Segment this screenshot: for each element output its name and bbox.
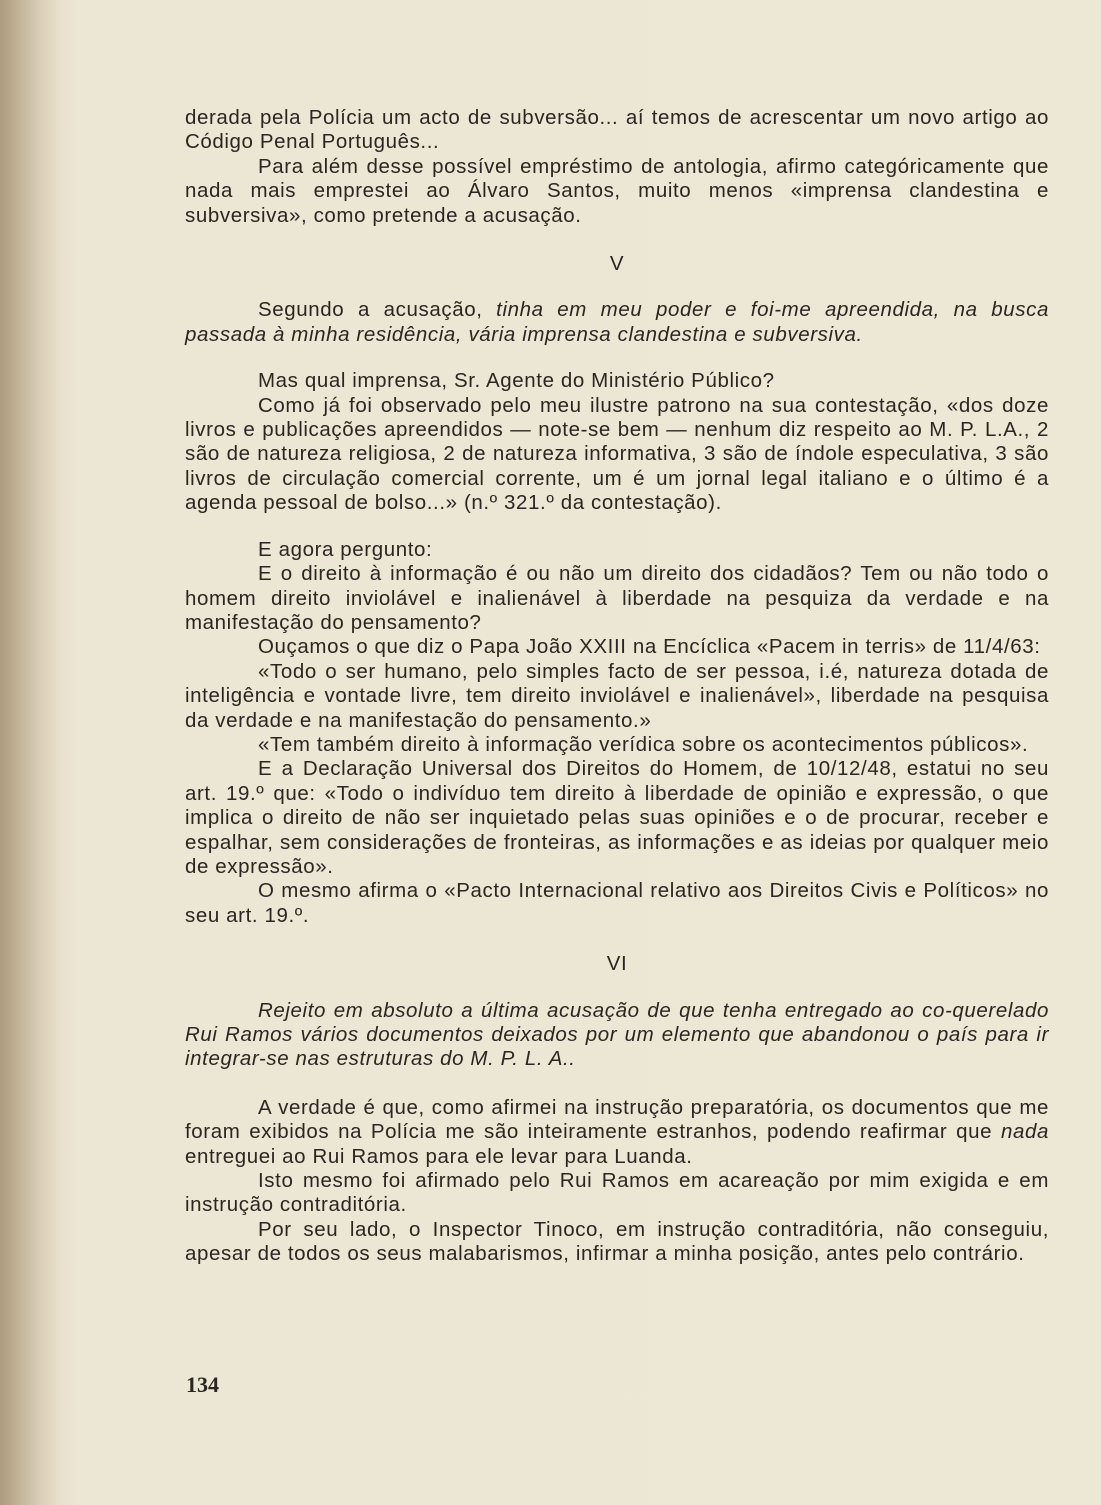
paragraph: Por seu lado, o Inspector Tinoco, em instrução contraditória, não conseguiu, apesar de todos os seus malabarismos, infirmar a minha posição, antes pelo contrário.	[185, 1217, 1049, 1266]
paragraph: Ouçamos o que diz o Papa João XXIII na Encíclica «Pacem in terris» de 11/4/63:	[258, 635, 1041, 659]
page-number: 134	[186, 1372, 219, 1397]
section-heading-vi: VI	[606, 952, 628, 976]
paragraph: E a Declaração Universal dos Direitos do Homem, de 10/12/48, estatui no seu art. 19.º que: «Todo o indivíduo tem direito à liberdade de opinião e expressão, o que implica o direito de não ser inquietado pelas suas opiniões e o de procurar, receber e espalhar, sem considerações de fronteiras, as informações e as ideias por qualquer meio de expressão».	[185, 757, 1049, 878]
paragraph: E agora pergunto:	[258, 537, 433, 561]
paragraph-text: entreguei ao Rui Ramos para ele levar para Luanda.	[185, 1144, 693, 1168]
paragraph: Como já foi observado pelo meu ilustre patrono na sua contestação, «dos doze livros e publicações apreendidos — note-se bem — nenhum diz respeito ao M. P. L.A., 2 são de natureza religiosa, 2 de natureza informativa, 3 são de índole especulativa, 3 são livros de circulação comercial corrente, um é um jornal legal italiano e o último é a agenda pessoal de bolso...» (n.º 321.º da contestação).	[185, 393, 1049, 515]
quote-paragraph: «Tem também direito à informação verídica sobre os acontecimentos públicos».	[258, 732, 1029, 756]
paragraph: Para além desse possível empréstimo de antologia, afirmo categóricamente que nada mais emprestei ao Álvaro Santos, muito menos «imprensa clandestina e subversiva», como pretende a acusação.	[185, 154, 1049, 227]
paragraph: E o direito à informação é ou não um direito dos cidadãos? Tem ou não todo o homem direito inviolável e inalienável à liberdade na pesquiza da verdade e na manifestação do pensamento?	[185, 562, 1049, 634]
paragraph-text: A verdade é que, como afirmei na instrução preparatória, os documentos que me foram exibidos na Polícia me são inteiramente estranhos, podendo reafirmar que	[185, 1095, 1049, 1144]
paragraph	[185, 1096, 1049, 1169]
paragraph-italic: nada	[1000, 1120, 1049, 1144]
paragraph: O mesmo afirma o «Pacto Internacional relativo aos Direitos Civis e Políticos» no seu art. 19.º.	[185, 879, 1049, 927]
paragraph-italic: tinha em meu poder e foi-me apreendida, na busca passada à minha residência, vária imprensa clandestina e subversiva.	[185, 298, 1049, 346]
paragraph: derada pela Polícia um acto de subversão... aí temos de acrescentar um novo artigo ao Código Penal Português...	[185, 106, 1049, 154]
paragraph: Mas qual imprensa, Sr. Agente do Ministério Público?	[258, 369, 775, 393]
paragraph	[185, 298, 1049, 347]
page-body	[185, 106, 1049, 1267]
quote-paragraph: «Todo o ser humano, pelo simples facto de ser pessoa, i.é, natureza dotada de inteligência e vontade livre, tem direito inviolável e inalienável», liberdade na pesquisa da verdade e na manifestação do pensamento.»	[185, 659, 1049, 732]
italic-paragraph: Rejeito em absoluto a última acusação de que tenha entregado ao co-querelado Rui Ramos vários documentos deixados por um elemento que abandonou o país para ir integrar-se nas estruturas do M. P. L. A..	[185, 998, 1049, 1071]
paragraph: Isto mesmo foi afirmado pelo Rui Ramos em acareação por mim exigida e em instrução contraditória.	[185, 1169, 1049, 1217]
section-heading-v: V	[609, 252, 625, 276]
paragraph-lead: Segundo a acusação,	[258, 298, 497, 322]
binding-gutter	[0, 0, 60, 1505]
